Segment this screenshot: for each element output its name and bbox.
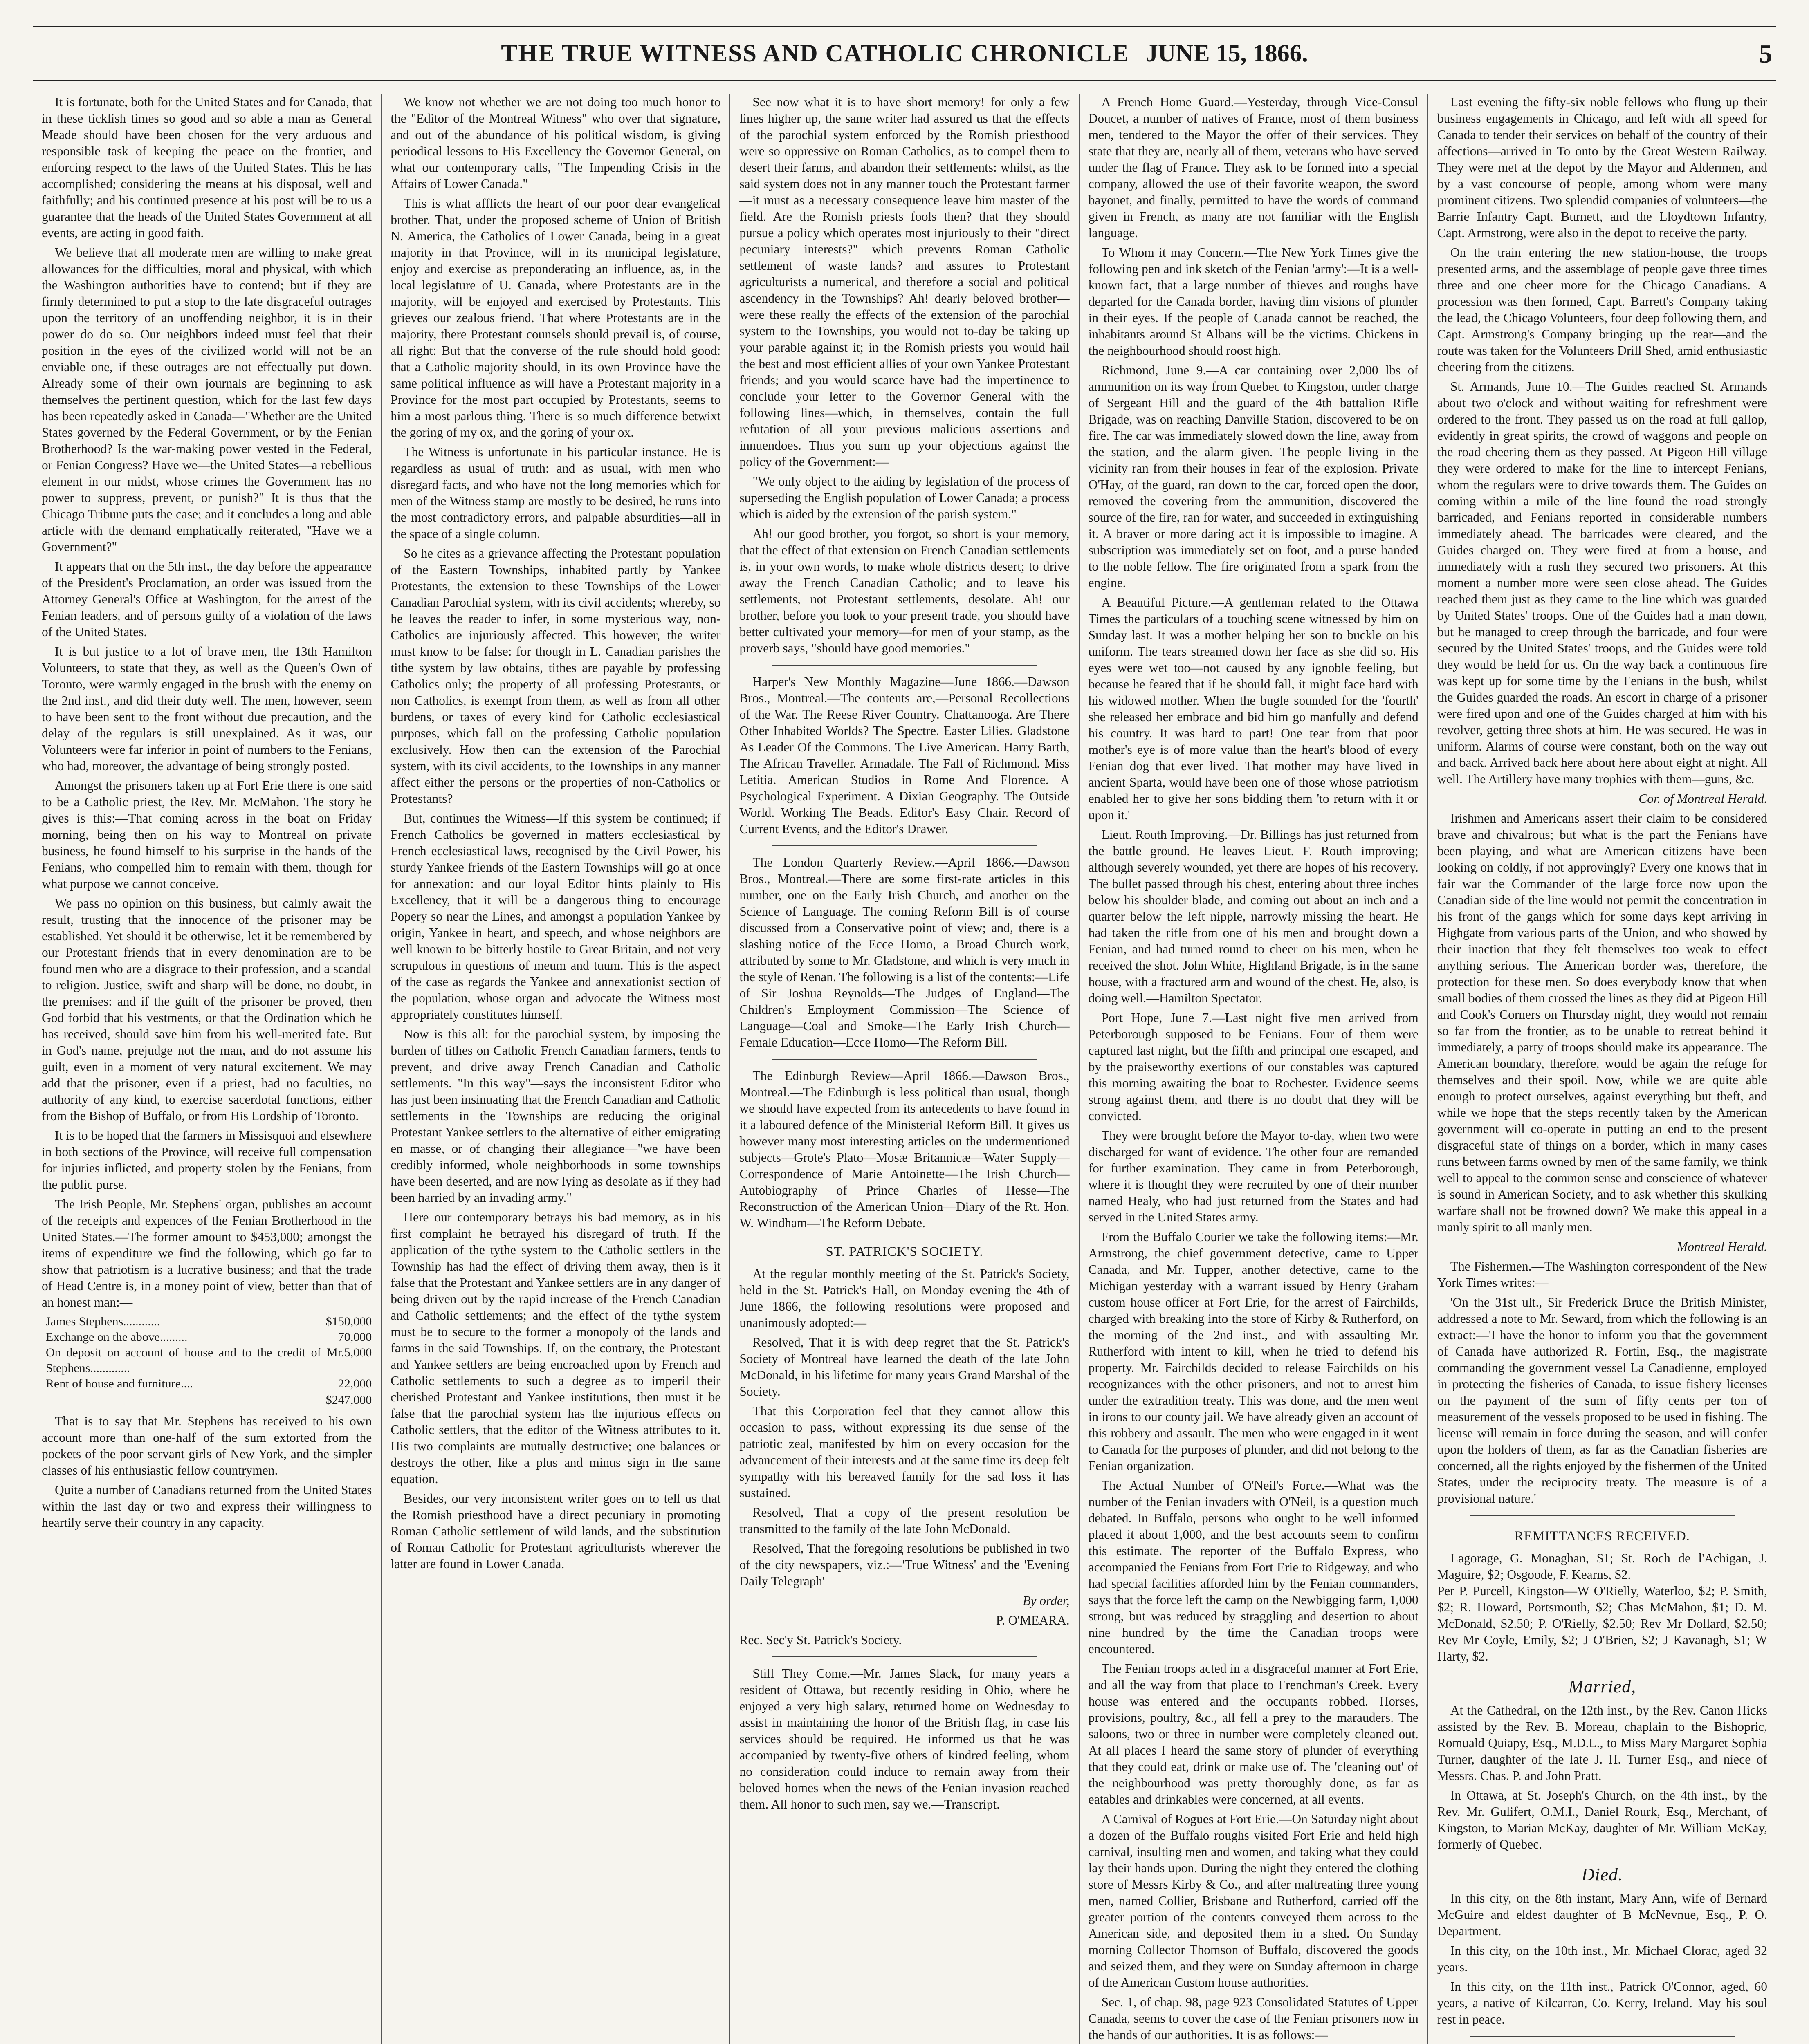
article-paragraph: Now is this all: for the parochial system, by imposing the burden of tithes on Catholic French Canadian farmers, tends to prevent, and drive away French Canadian and Catholic settlements. "In this way"—says the inconsistent Editor who has just been insinuating that the French Canadian and Catholic settlements in the Townships are reducing the original Protestant Yankee settlers to the alternative of either emigrating en masse, or of changing their allegiance—"we have been credibly informed, whole neighborhoods in some townships have been deserted, and are now lying as desolate as if they had been harried by an invading army."	[391, 1027, 721, 1205]
ledger-label: Rent of house and furniture....	[46, 1377, 193, 1391]
signer: P. O'MEARA.	[996, 1613, 1070, 1627]
article-paragraph: Besides, our very inconsistent writer goes on to tell us that the Romish priesthood have a direct pecuniary in promoting Roman Catholic settlement of wild lands, and the substitution of Roman Catholic for Protestant agriculturists wherever the latter are found in Lower Canada.	[391, 1491, 721, 1571]
expense-ledger	[46, 1314, 372, 1408]
article-paragraph: Lieut. Routh Improving.—Dr. Billings has just returned from the battle ground. He leaves Lieut. F. Routh improving; although severely wounded, yet there are hopes of his recovery. The bullet passed through his chest, entering about three inches below his shoulder blade, and coming out about an inch and a quarter below the left nipple, narrowly missing the heart. He had taken the rifle from one of his men and brought down a Fenian, and had turned round to cheer on his men, when he received the shot. John White, Highland Brigade, is in the same house, with a fractured arm and wound of the chest. He, also, is doing well.—Hamilton Spectator.	[1088, 827, 1418, 1005]
article-paragraph: It is to be hoped that the farmers in Missisquoi and elsewhere in both sections of the Province, will receive full compensation for injuries inflicted, and property stolen by the Fenians, from the public purse.	[42, 1128, 372, 1192]
article-paragraph: We believe that all moderate men are willing to make great allowances for the difficulties, moral and physical, with which the Washington authorities have to contend; but if they are firmly determined to put a stop to the late disgraceful outrages upon the territory of an unoffending neighbor, it is in their power do do so. Our neighbors indeed must feel that their position in the eyes of the civilized world will not be an enviable one, if these outrages are not effectually put down. Already some of their own journals are beginning to ask themselves the pertinent question, which for the last few days has been repeatedly asked in Canada—"Whether are the United States governed by the Federal Government, or by the Fenian Brotherhood? Is the war-making power vested in the Federal, or Fenian Congress? Have we—the United States—a rebellious element in our midst, whose crimes the Government has no power to suppress, prevent, or punish?" It is thus that the Chicago Tribune puts the case; and it concludes a long and able article with the demand emphatically reiterated, "Have we a Government?"	[42, 245, 372, 554]
article-paragraph: St. Armands, June 10.—The Guides reached St. Armands about two o'clock and without waiting for refreshment were ordered to the front. They passed us on the road at full gallop, evidently in great spirits, the crowd of waggons and people on the road cheering them as they passed. At Pigeon Hill village they were ordered to make for the line to intercept Fenians, whom the regulars were to drive towards them. The Guides on coming within a mile of the line found the road strongly barricaded, and Fenians reported in considerable numbers immediately ahead. The barricades were cleared, and the Guides charged on. They were fired at from a house, and immediately with a rush they secured two prisoners. At this moment a number more were seen close ahead. The Guides reached them just as they came to the line which was guarded by United States' troops. One of the Guides had a man down, but he managed to creep through the barricade, and four were secured by the United States' troops, and the Guides were told they would be held for us. On the way back a continuous fire was kept up for some time by the Fenians in the bush, whilst the Guides guarded the roads. An escort in charge of a prisoner were fired upon and one of the Guides charged at him with his revolver, getting three shots at him. He was secured. He was in uniform. Alarms of course were constant, both on the way out and back. Arrived back here about here about eight at night. All well. The Artillery have many trophies with them—guns, &c.	[1437, 379, 1768, 786]
review-london-quarterly: The London Quarterly Review.—April 1866.—Dawson Bros., Montreal.—There are some first-rate articles in this number, one on the Early Irish Church, and another on the Science of Language. The coming Reform Bill is of course discussed from a Conservative point of view; and, there is a slashing notice of the Ecce Homo, a Broad Church work, attributed by some to Mr. Gladstone, and which is very much in the style of Renan. The following is a list of the contents:—Life of Sir Joshua Reynolds—The Judges of England—The Children's Employment Commission—The Science of Language—Coal and Smoke—The Early Irish Church—Female Education—Ecce Homo—The Reform Bill.	[739, 855, 1070, 1049]
article-paragraph: The Fishermen.—The Washington correspondent of the New York Times writes:—	[1437, 1259, 1768, 1290]
signer-title: Rec. Sec'y St. Patrick's Society.	[739, 1632, 902, 1647]
article-source: Cor. of Montreal Herald.	[1638, 791, 1768, 806]
column-3	[729, 94, 1078, 2044]
newspaper-page	[33, 25, 1776, 2044]
article-paragraph: The Witness is unfortunate in his particular instance. He is regardless as usual of truth: and as usual, with men who disregard facts, and who have not the long memories which for men of the Witness stamp are mostly to be desired, he runs into the most contradictory errors, and palpable absurdities—all in the space of a single column.	[391, 445, 721, 541]
ledger-amount: 22,000	[338, 1377, 372, 1391]
review-harpers: Harper's New Monthly Magazine—June 1866.—Dawson Bros., Montreal.—The contents are,—Personal Recollections of the War. The Reese River Country. Chattanooga. Are There Other Inhabited Worlds? The Spectre. Easter Lilies. Gladstone As Leader Of the Commons. The Live American. Harry Barth, The African Traveller. Armadale. The Fall of Richmond. Miss Letitia. American Studios in Rome And Florence. A Psychological Experiment. A Dixian Geography. The Outside World. Working The Beads. Editor's Easy Chair. Record of Current Events, and the Editor's Drawer.	[739, 675, 1070, 836]
divider	[772, 1656, 1037, 1657]
section-heading: ST. PATRICK'S SOCIETY.	[826, 1244, 983, 1259]
article-paragraph: Port Hope, June 7.—Last night five men arrived from Peterborough supposed to be Fenians. Four of them were captured last night, but the fifth and principal one escaped, and by the praiseworthy exertions of our constables was captured this morning awaiting the boat to Rochester. Evidence seems strong against them, and there is no doubt that they will be convicted.	[1088, 1011, 1418, 1123]
article-paragraph: That is to say that Mr. Stephens has received to his own account more than one-half of the sum extorted from the pockets of the poor servant girls of New York, and the simpler classes of his enthusiastic fellow countrymen.	[42, 1414, 372, 1477]
section-heading: Married,	[1568, 1676, 1636, 1697]
ledger-label: Exchange on the above.........	[46, 1330, 188, 1344]
ledger-label: James Stephens............	[46, 1315, 160, 1328]
article-paragraph: Irishmen and Americans assert their claim to be considered brave and chivalrous; but what is the part the Fenians have been playing, and what are American citizens have been looking on coldly, if not approvingly? Every one knows that in fair war the Commander of the large force now upon the Canadian side of the line would not permit the concentration in his front of the gangs which for some days kept arriving in Highgate from various parts of the Union, and who showed by their inaction that they felt themselves too weak to effect anything serious. The American border was, therefore, the protection for these men. So does everybody know that when small bodies of them crossed the lines as they did at Pigeon Hill and Cook's Corners on Thursday night, they would not remain so far from the frontier, as to be unable to retreat behind it immediately, a party of troops should make its appearance. The American boundary, therefore, would be again the refuge for themselves and their spoil. Now, while we are quite able enough to protect ourselves, against everything but theft, and while we hope that the steps recently taken by the American government will co-operate in putting an end to the present disgraceful state of things on a border, which in many cases runs between farms owned by men of the same family, we think well to appeal to the common sense and conscience of whatever is sound in American Society, and to ask whether this skulking warfare shall not be frowned down? We make this appeal in a manly spirit to all manly men.	[1437, 811, 1768, 1234]
masthead-date: JUNE 15, 1866.	[1146, 39, 1308, 67]
article-paragraph: A Beautiful Picture.—A gentleman related to the Ottawa Times the particulars of a touching scene witnessed by him on Sunday last. It was a mother helping her son to buckle on his uniform. The tears streamed down her face as she did so. His eyes were wet too—not caused by any ignoble feeling, but because he feared that if he should fall, it might face hard with his widowed mother. When the bugle sounded for the 'fourth' she released her embrace and bid him go manfully and defend his country. It was hard to part! One tear from that poor mother's eye is of more value than the heart's blood of every Fenian dog that ever lived. That mother may have lived in ancient Sparta, would have been one of those whose patriotism enabled her to give her sons bidding them 'to return with it or upon it.'	[1088, 595, 1418, 822]
article-paragraph: From the Buffalo Courier we take the following items:—Mr. Armstrong, the chief government detective, came to Upper Canada, and Mr. Tupper, another detective, came to the Michigan yesterday with a warrant issued by Henry Graham custom house officer at Fort Erie, for the arrest of Fairchilds, charged with breaking into the store of Kirby & Rutherford, on the morning of the 2nd inst., and with assaulting Mr. Rutherford with intent to kill, when he tried to defend his property. Mr. Fairchilds decided to release Fairchilds on his recognizances with the other prisoners, and not to arrest him under the extradition treaty. This was done, and the men went in irons to our county jail. We have already given an account of this robbery and assault. The men who were engaged in it went to Canada for the purposes of plunder, and did not belong to the Fenian organization.	[1088, 1230, 1418, 1473]
article-paragraph: Sec. 1, of chap. 98, page 923 Consolidated Statutes of Upper Canada, seems to cover the case of the Fenian prisoners now in the hands of our authorities. It is as follows:—	[1088, 1995, 1418, 2042]
article-paragraph: Amongst the prisoners taken up at Fort Erie there is one said to be a Catholic priest, the Rev. Mr. McMahon. The story he gives is this:—That coming across in the boat on Friday morning, being then on his way to Montreal on private business, he found himself to his surprise in the hands of the Fenians, who compelled him to remain with them, though for what purpose we cannot conceive.	[42, 778, 372, 891]
article-paragraph: They were brought before the Mayor to-day, when two were discharged for want of evidence. The other four are remanded for further examination. They came in from Peterborough, where it is thought they were recruited by one of their number named Healy, who had just returned from the States and had served in the United States army.	[1088, 1128, 1418, 1224]
ledger-row	[46, 1345, 372, 1376]
ledger-label: On deposit on account of house and to the credit of Mr. Stephens.............	[46, 1346, 344, 1375]
ledger-row	[46, 1314, 372, 1329]
column-5	[1427, 94, 1776, 2044]
ledger-total: $247,000	[290, 1392, 372, 1408]
masthead	[33, 25, 1776, 81]
article-paragraph: A Carnival of Rogues at Fort Erie.—On Saturday night about a dozen of the Buffalo roughs visited Fort Erie and held high carnival, insulting men and women, and taking what they could lay their hands upon. During the night they entered the clothing store of Messrs Kirby & Co., and after maltreating three young men, named Collier, Brisbane and Rutherford, carried off the greater portion of the contents conveyed them across to the American side, and deposited them in a shed. On Sunday morning Collector Thomson of Buffalo, discovered the goods and seized them, and they were on Sunday afternoon in charge of the American Custom house authorities.	[1088, 1812, 1418, 1990]
remittances-list: Lagorage, G. Monaghan, $1; St. Roch de l'Achigan, J. Maguire, $2; Osgoode, F. Kearns, $2. Per P. Purcell, Kingston—W O'Rielly, Waterloo, $2; P. Smith, $2; R. Howard, Portsmouth, $2; Chas McMahon, $1; D. M. McDonald, $2.50; P. O'Rielly, $2.50; Rev Mr Dollard, $2.50; Rev Mr Coyle, Emily, $2; J O'Brien, $2; J Kavanagh, $1; W Harty, $2.	[1437, 1551, 1768, 1663]
ledger-row	[46, 1329, 372, 1345]
notice-paragraph: In this city, on the 11th inst., Patrick O'Connor, aged, 60 years, a native of Kilcarran, Co. Kerry, Ireland. May his soul rest in peace.	[1437, 1979, 1768, 2026]
ledger-row	[46, 1376, 372, 1392]
article-paragraph: Quite a number of Canadians returned from the United States within the last day or two and express their willingness to heartily serve their country in any capacity.	[42, 1482, 372, 1530]
divider	[772, 1059, 1037, 1060]
section-heading: REMITTANCES RECEIVED.	[1514, 1529, 1690, 1544]
article-source: Montreal Herald.	[1677, 1239, 1768, 1254]
article-paragraph: So he cites as a grievance affecting the Protestant population of the Eastern Townships, inhabited partly by Yankee Protestants, the extension to these Townships of the Lower Canadian Parochial system, with its civil accidents; whereby, so he leaves the reader to infer, in some mysterious way, non-Catholics are injuriously affected. This however, the writer must know to be false: for though in L. Canadian parishes the tithe system by law obtains, tithes are payable by professing Catholics only; the property of all professing Protestants, or non Catholics, is exempt from them, as well as from all other burdens, or taxes of every kind for Catholic ecclesiastical purposes, which fall on the professing Catholic population exclusively. How then can the extension of the Parochial system, with its civil accidents, to the Townships in any manner affect either the persons or the properties of non-Catholics or Protestants?	[391, 546, 721, 806]
article-paragraph: It is fortunate, both for the United States and for Canada, that in these ticklish times so good and so able a man as General Meade should have been chosen for the very arduous and responsible task of keeping the peace on the frontier, and enforcing respect to the laws of the United States. This he has accomplished; considering the means at his disposal, well and faithfully; and his continued presence at his post will be to us a guarantee that the heads of the United States Government at all events, are acting in good faith.	[42, 95, 372, 240]
article-paragraph: We pass no opinion on this business, but calmly await the result, trusting that the innocence of the prisoner may be established. Yet should it be otherwise, let it be remembered by our Protestant friends that in every denomination are to be found men who are a disgrace to their profession, and a scandal to religion. Justice, swift and sharp will be done, no doubt, in the premises: and if the guilt of the prisoner be proved, then God forbid that his vestments, or that the Ordination which he has received, should save him from his well-merited fate. But in God's name, prejudge not the man, and do not assume his guilt, even in a moment of very natural excitement. We may add that the prisoner, even if a priest, had no faculties, no authority of any kind, to exercise sacerdotal functions, either from the Bishop of Buffalo, or from His Lordship of Toronto.	[42, 896, 372, 1123]
section-heading: Died.	[1581, 1864, 1623, 1885]
article-paragraph: Resolved, That a copy of the present resolution be transmitted to the family of the late John McDonald.	[739, 1505, 1070, 1536]
notice-paragraph: In Ottawa, at St. Joseph's Church, on the 4th inst., by the Rev. Mr. Gulifert, O.M.I., Daniel Rourk, Esq., Merchant, of Kingston, to Marian McKay, daughter of Mr. William McKay, formerly of Quebec.	[1437, 1788, 1768, 1851]
divider	[772, 665, 1037, 666]
notice-paragraph: In this city, on the 8th instant, Mary Ann, wife of Bernard McGuire and eldest daughter of B McNevnue, Esq., P. O. Department.	[1437, 1891, 1768, 1938]
article-paragraph: Resolved, That the foregoing resolutions be published in two of the city newspapers, viz.:—'True Witness' and the 'Evening Daily Telegraph'	[739, 1541, 1070, 1588]
ledger-amount: $150,000	[325, 1315, 372, 1328]
column-1	[33, 94, 381, 2044]
divider	[1470, 2036, 1735, 2037]
article-paragraph: The Actual Number of O'Neil's Force.—What was the number of the Fenian invaders with O'Neil, is a question much debated. In Buffalo, persons who ought to be well informed placed it about 1,000, and the best accounts seem to confirm this estimate. The reporter of the Buffalo Express, who accompanied the Fenians from Fort Erie to Ridgeway, and who had special facilities afforded him by the Fenian commanders, says that the force left the camp on the Newbigging farm, 1,000 strong, but was reduced by straggling and desertion to about nine hundred by the time the Canadian troops were encountered.	[1088, 1478, 1418, 1656]
article-paragraph: A French Home Guard.—Yesterday, through Vice-Consul Doucet, a number of natives of France, most of them business men, tendered to the Mayor the offer of their services. They state that they are, nearly all of them, veterans who have served under the flag of France. They ask to be formed into a special company, allowed the use of their favorite weapon, the sword bayonet, and finally, permitted to have the words of command given in French, as many are not familiar with the English language.	[1088, 95, 1418, 240]
columns	[33, 94, 1776, 2044]
article-paragraph: It is but justice to a lot of brave men, the 13th Hamilton Volunteers, to state that they, as well as the Queen's Own of Toronto, were warmly engaged in the brush with the enemy on the 2nd inst., and did their duty well. The men, however, seem to have been sent to the front without due precaution, and the delay of the regulars is still unexplained. As it was, our Volunteers were far inferior in point of numbers to the Fenians, who had, moreover, the advantage of being strongly posted.	[42, 644, 372, 773]
article-paragraph: 'On the 31st ult., Sir Frederick Bruce the British Minister, addressed a note to Mr. Seward, from which the following is an extract:—'I have the honor to inform you that the government of Canada have authorized R. Fortin, Esq., the magistrate commanding the government vessel La Canadienne, employed in protecting the fisheries of Canada, to issue fishery licenses on the payment of the sum of fifty cents per ton of measurement of the vessels proposed to be used in fishing. The license will remain in force during the season, and will confer upon the holders of them, as far as the Canadian fisheries are concerned, all the rights enjoyed by the fishermen of the United States, under the reciprocity treaty. The measure is of a provisional nature.'	[1437, 1295, 1768, 1506]
article-paragraph: On the train entering the new station-house, the troops presented arms, and the assemblage of people gave three times three and one cheer more for the Chicago Canadians. A procession was then formed, Capt. Barrett's Company taking the lead, the Chicago Volunteers, four deep following them, and Capt. Armstrong's Company bringing up the rear—and the route was taken for the Volunteers Drill Shed, amid enthusiastic cheering from the citizens.	[1437, 245, 1768, 374]
article-paragraph: Resolved, That it is with deep regret that the St. Patrick's Society of Montreal have learned the death of the late John McDonald, in his lifetime for many years Grand Marshal of the Society.	[739, 1335, 1070, 1399]
ledger-amount: 70,000	[338, 1330, 372, 1344]
article-paragraph: Ah! our good brother, you forgot, so short is your memory, that the effect of that extension on French Canadian settlements is, in your own words, to make whole districts desert; to drive away the French Canadian Catholic; and to leave his settlements, not Protestant settlements, desolate. Ah! our brother, before you took to your present trade, you should have better cultivated your memory—for men of your stamp, as the proverb says, "should have good memories."	[739, 527, 1070, 655]
divider	[772, 845, 1037, 846]
quoted-passage: "We only object to the aiding by legislation of the process of superseding the English population of Lower Canada; a process which is aided by the extension of the parish system."	[739, 474, 1070, 521]
article-paragraph: Still They Come.—Mr. James Slack, for many years a resident of Ottawa, but recently residing in Ohio, where he enjoyed a very high salary, returned home on Wednesday to assist in maintaining the honor of the British flag, in case his services should be required. He informed us that he was accompanied by twenty-five others of kindred feeling, whom no consideration could induce to remain away from their beloved homes when the news of the Fenian invasion reached them. All honor to such men, say we.—Transcript.	[739, 1666, 1070, 1811]
article-paragraph: To Whom it may Concern.—The New York Times give the following pen and ink sketch of the Fenian 'army':—It is a well-known fact, that a large number of thieves and roughs have departed for the Canada border, having dim visions of plunder in their eyes. If the people of Canada cannot be reached, the inhabitants around St Albans will be the victims. Chickens in the neighbourhood should roost high.	[1088, 245, 1418, 358]
review-edinburgh: The Edinburgh Review—April 1866.—Dawson Bros., Montreal.—The Edinburgh is less political than usual, though we should have expected from its antecedents to have found in it a laboured defence of the Ministerial Reform Bill. It gives us however many most interesting articles on the undermentioned subjects—Grote's Plato—Mosæ Britannicæ—Water Supply—Correspondence of Marie Antoinette—The Irish Church—Autobiography of Prince Charles of Hesse—The Reconstruction of the American Union—Diary of the Rt. Hon. W. Windham—The Reform Debate.	[739, 1069, 1070, 1230]
ledger-amount: 5,000	[344, 1346, 372, 1360]
article-paragraph: That this Corporation feel that they cannot allow this occasion to pass, without expressing its due sense of the patriotic zeal, manifested by him on every occasion for the advancement of their interests and at the same time its deep felt sympathy with his bereaved family for the sad loss it has sustained.	[739, 1403, 1070, 1500]
article-paragraph: But, continues the Witness—If this system be continued; if French Catholics be governed in matters ecclesiastical by French ecclesiastical laws, recognised by the Civil Power, his sturdy Yankee friends of the Eastern Townships will go at once for annexation: and our loyal Editor hints plainly to His Excellency, that it will be a dangerous thing to encourage Popery so near the Lines, and amongst a population Yankee by origin, Yankee in heart, and speech, and whose neighbors are well known to be bitterly hostile to Great Britain, and not very scrupulous in questions of meum and tuum. This is the aspect of the case as regards the Yankee and annexationist section of the population, whose organ and advocate the Witness most appropriately constitutes himself.	[391, 811, 721, 1022]
article-paragraph: The Fenian troops acted in a disgraceful manner at Fort Erie, and all the way from that place to Frenchman's Creek. Every house was entered and the occupants robbed. Horses, provisions, poultry, &c., all fell a prey to the marauders. The saloons, two or three in number were completely cleaned out. At all places I heard the same story of plunder of everything that they could eat, drink or make use of. The 'cleaning out' of the neighbourhood was pretty thoroughly done, as far as eatables and drinkables were concerned, at all events.	[1088, 1661, 1418, 1806]
article-paragraph: We know not whether we are not doing too much honor to the "Editor of the Montreal Witness" who over that signature, and out of the abundance of his political wisdom, is giving periodical lessons to His Excellency the Governor General, on what our contemporary calls, "The Impending Crisis in the Affairs of Lower Canada."	[391, 95, 721, 191]
masthead-title: THE TRUE WITNESS AND CATHOLIC CHRONICLE	[501, 39, 1129, 67]
article-paragraph: Here our contemporary betrays his bad memory, as in his first complaint he betrayed his disregard of truth. If the application of the tythe system to the Catholic settlers in the Township has had the effect of driving them away, then is it false that the Protestant and Yankee settlers are in any danger of being driven out by the rapid increase of the French Canadian and Catholic settlements; and the effect of the tythe system must be to secure to the former a monopoly of the lands and farms in the said Townships. If, on the contrary, the Protestant and Yankee settlers are being encroached upon by French and Catholic settlements to such a degree as to imperil their cherished Protestant and Yankee institutions, then must it be false that the parochial system has the injurious effects on Catholic settlers, that the editor of the Witness attributes to it. His two complaints are mutually destructive; one balances or destroys the other, like a plus and minus sign in the same equation.	[391, 1210, 721, 1486]
notice-paragraph: At the Cathedral, on the 12th inst., by the Rev. Canon Hicks assisted by the Rev. B. Moreau, chaplain to the Bishopric, Romuald Quiapy, Esq., M.D.L., to Miss Mary Margaret Sophia Turner, daughter of the late J. H. Turner Esq., and niece of Messrs. Chas. P. and John Pratt.	[1437, 1703, 1768, 1783]
article-paragraph: See now what it is to have short memory! for only a few lines higher up, the same writer had assured us that the effects of the parochial system enforced by the Romish priesthood were so oppressive on Roman Catholics, as to compel them to desert their farms, and abandon their settlements: whilst, as the said system does not in any manner touch the Protestant farmer—it must as a necessary consequence leave him master of the field. Are the Romish priests fools then? that they should pursue a policy which operates most injuriously to their "direct pecuniary interests?" which prevents Roman Catholic settlement of waste lands? and assures to Protestant agriculturists a numerical, and therefore a social and political ascendency in the Townships? Ah! dearly beloved brother—were these really the effects of the extension of the parochial system to the Townships, you would not to-day be taking up your parable against it; in the Romish priests you would hail the best and most efficient allies of your own Yankee Protestant friends; and you would scarce have had the impertinence to conclude your letter to the Governor General with the following lines—which, in themselves, contain the full refutation of all your previous malicious assertions and innuendoes. Thus you sum up your objections against the policy of the Government:—	[739, 95, 1070, 469]
article-paragraph: It appears that on the 5th inst., the day before the appearance of the President's Proclamation, an order was issued from the Attorney General's Office at Washington, for the arrest of the Fenian leaders, and of persons guilty of a violation of the laws of the United States.	[42, 559, 372, 639]
divider	[1470, 1515, 1735, 1516]
article-paragraph: Last evening the fifty-six noble fellows who flung up their business engagements in Chicago, and left with all speed for Canada to tender their services on behalf of the country of their affections—arrived in To onto by the Great Western Railway. They were met at the depot by the Mayor and Aldermen, and by a vast concourse of people, among whom were many prominent citizens. Two splendid companies of volunteers—the Barrie Infantry Capt. Burnett, and the Lloydtown Infantry, Capt. Armstrong, were also in the depot to receive the party.	[1437, 95, 1768, 240]
column-2	[381, 94, 729, 2044]
by-order: By order,	[1023, 1593, 1070, 1608]
column-4	[1079, 94, 1427, 2044]
article-paragraph: The Irish People, Mr. Stephens' organ, publishes an account of the receipts and expences of the Fenian Brotherhood in the United States.—The former amount to $453,000; amongst the items of expenditure we find the following, which go far to show that patriotism is a lucrative business; and that the trade of Head Centre is, in a money point of view, better than that of an honest man:—	[42, 1197, 372, 1309]
notice-paragraph: In this city, on the 10th inst., Mr. Michael Clorac, aged 32 years.	[1437, 1943, 1768, 1974]
article-paragraph: At the regular monthly meeting of the St. Patrick's Society, held in the St. Patrick's Hall, on Monday evening the 4th of June 1866, the following resolutions were proposed and unanimously adopted:—	[739, 1266, 1070, 1330]
article-paragraph: Richmond, June 9.—A car containing over 2,000 lbs of ammunition on its way from Quebec to Kingston, under charge of Sergeant Hill and the guard of the 4th battalion Rifle Brigade, was on reaching Danville Station, discovered to be on fire. The car was immediately slowed down the line, away from the station, and the alarm given. The people living in the vicinity ran from their houses in fear of the explosion. Private O'Hay, of the guard, ran down to the car, forced open the door, removed the covering from the ammunition, discovered the source of the fire, ran for water, and succeeded in extinguishing it. A braver or more daring act it is impossible to imagine. A subscription was immediately set on foot, and a purse handed to the noble fellow. The fire originated from a spark from the engine.	[1088, 363, 1418, 590]
article-paragraph: This is what afflicts the heart of our poor dear evangelical brother. That, under the proposed scheme of Union of British N. America, the Catholics of Lower Canada, being in a great majority in that Province, will in its municipal legislature, enjoy and exercise as preponderating an influence, as, in the local legislature of U. Canada, where Protestants are in the majority, will be enjoyed and exercised by Protestants. This grieves our zealous friend. That where Protestants are in the majority, there Protestant counsels should prevail is, of course, all right: But that the converse of the rule should hold good: that a Catholic majority should, in its own Province have the same political influence as will have a Protestant majority in a Province for the most part occupied by Protestants, seems to him a most parlous thing. There is so much difference betwixt the goring of my ox, and the goring of your ox.	[391, 196, 721, 439]
page-number: 5	[1759, 39, 1772, 68]
